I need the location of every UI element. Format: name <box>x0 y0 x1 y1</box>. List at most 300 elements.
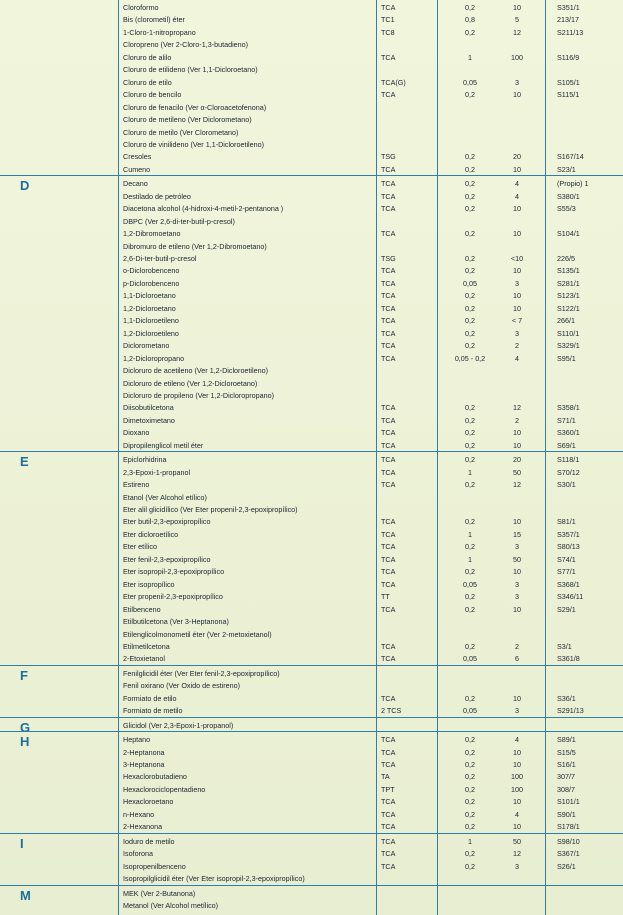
cell-qty: 100 <box>511 772 523 782</box>
cell-type: TSG <box>381 254 396 263</box>
cell-type: TCA <box>381 529 396 539</box>
section-letter: E <box>20 454 29 470</box>
table-row <box>0 758 623 771</box>
table-row <box>0 887 623 900</box>
cell-qty: 10 <box>513 229 521 239</box>
cell-name: Cloruro de vinilideno (Ver 1,1-Dicloroetileno) <box>123 139 265 149</box>
cell-name: Diclorometano <box>123 341 170 351</box>
table-row <box>0 679 623 692</box>
cell-value: 0,2 <box>465 797 475 807</box>
table-row <box>0 733 623 746</box>
cell-type: TCA <box>381 567 396 577</box>
cell-type: TCA <box>381 204 396 214</box>
cell-type: TCA <box>381 579 396 589</box>
cell-name: Dicloruro de acetileno (Ver 1,2-Dicloroetileno) <box>123 366 269 376</box>
cell-name: Hexaclorociclopentadieno <box>123 784 206 794</box>
cell-qty: 12 <box>513 27 521 37</box>
cell-name: Etilbenceno <box>123 604 161 614</box>
cell-value: 0,2 <box>465 784 475 794</box>
table-row <box>0 76 623 89</box>
cell-type: TCA <box>381 179 396 189</box>
table-row <box>0 652 623 665</box>
section-letter: F <box>20 667 28 683</box>
cell-value: 0,2 <box>465 747 475 757</box>
cell-value: 0,2 <box>465 517 475 527</box>
cell-qty: 10 <box>513 440 521 450</box>
cell-type: TCA <box>381 90 396 100</box>
cell-type: TCA <box>381 641 396 651</box>
cell-value: 0,2 <box>465 303 475 313</box>
cell-type: TCA <box>381 822 396 832</box>
cell-name: Cloruro de bencilo <box>123 90 182 100</box>
table-row <box>0 628 623 641</box>
cell-qty: 2 <box>515 415 519 425</box>
cell-value: 0,2 <box>465 480 475 490</box>
table-row <box>0 565 623 578</box>
cell-type: TCA <box>381 164 396 174</box>
cell-qty: 3 <box>515 592 519 602</box>
table-row <box>0 314 623 327</box>
cell-name: Eter etílico <box>123 542 157 552</box>
cell-name: Diacetona alcohol (4-hidroxi-4-metil-2-pentanona ) <box>123 204 284 214</box>
cell-qty: 10 <box>513 567 521 577</box>
cell-type: TCA <box>381 440 396 450</box>
cell-type: TCA <box>381 52 396 62</box>
table-row <box>0 38 623 51</box>
cell-qty: 20 <box>513 152 521 162</box>
table-row <box>0 860 623 873</box>
cell-name: 2,3-Epoxi-1-propanol <box>123 467 191 477</box>
cell-name: Formiato de metilo <box>123 706 183 716</box>
cell-ref: S211/13 <box>557 27 584 37</box>
cell-value: 0,2 <box>465 760 475 769</box>
table-row <box>0 215 623 228</box>
table-row <box>0 414 623 427</box>
cell-type: TCA <box>381 341 396 351</box>
cell-ref: S123/1 <box>557 291 580 301</box>
table-row <box>0 704 623 717</box>
cell-name: Destilado de petróleo <box>123 191 191 201</box>
cell-ref: S368/1 <box>557 579 580 589</box>
cell-qty: 10 <box>513 604 521 614</box>
cell-type: TA <box>381 772 390 782</box>
cell-name: Heptano <box>123 735 151 745</box>
cell-value: 0,2 <box>465 229 475 239</box>
table-row <box>0 746 623 759</box>
cell-value: 0,2 <box>465 440 475 450</box>
cell-name: Bis (clorometil) éter <box>123 15 185 25</box>
table-row <box>0 491 623 504</box>
table-row <box>0 240 623 253</box>
cell-value: 0,2 <box>465 641 475 651</box>
cell-ref: S70/12 <box>557 467 580 477</box>
section-letter: I <box>20 835 24 851</box>
cell-name: Dimetoximetano <box>123 415 175 425</box>
table-row <box>0 352 623 365</box>
cell-ref: 266/1 <box>557 316 575 326</box>
cell-ref: S346/11 <box>557 592 584 602</box>
cell-ref: S104/1 <box>557 229 580 239</box>
cell-name: Cresoles <box>123 152 152 162</box>
table-row <box>0 252 623 265</box>
cell-name: Cloropreno (Ver 2-Cloro-1,3-butadieno) <box>123 40 249 50</box>
table-row <box>0 453 623 466</box>
cell-ref: S329/1 <box>557 341 580 351</box>
cell-name: Cloruro de etilideno (Ver 1,1-Dicloroetano) <box>123 65 258 75</box>
cell-ref: S115/1 <box>557 90 580 100</box>
table-row <box>0 667 623 680</box>
cell-name: 2-Heptanona <box>123 747 165 757</box>
cell-qty: 3 <box>515 542 519 552</box>
cell-ref: S167/14 <box>557 152 584 162</box>
cell-value: 0,2 <box>465 567 475 577</box>
cell-value: 0,2 <box>465 254 475 263</box>
cell-type: TC1 <box>381 15 395 25</box>
cell-ref: S71/1 <box>557 415 576 425</box>
table-row <box>0 327 623 340</box>
cell-name: 1,2-Dicloropropano <box>123 353 185 363</box>
cell-ref: S77/1 <box>557 567 576 577</box>
cell-name: Etilmetilcetona <box>123 641 170 651</box>
cell-type: TCA <box>381 266 396 276</box>
table-row <box>0 26 623 39</box>
cell-qty: 50 <box>513 836 521 846</box>
cell-qty: 4 <box>515 191 519 201</box>
cell-qty: 5 <box>515 15 519 25</box>
cell-value: 0,2 <box>465 179 475 189</box>
cell-qty: <10 <box>510 254 524 263</box>
cell-ref: S367/1 <box>557 849 580 859</box>
cell-type: TCA <box>381 747 396 757</box>
cell-qty: < 7 <box>511 316 523 326</box>
cell-ref: 308/7 <box>557 784 575 794</box>
cell-value: 0,2 <box>465 604 475 614</box>
cell-qty: 6 <box>515 654 519 664</box>
cell-type: TCA <box>381 191 396 201</box>
cell-qty: 100 <box>511 52 523 62</box>
table-row <box>0 126 623 139</box>
cell-value: 0,2 <box>465 592 475 602</box>
cell-value: 0,2 <box>465 415 475 425</box>
cell-value: 0,2 <box>465 809 475 819</box>
table-row <box>0 872 623 885</box>
table-row <box>0 770 623 783</box>
cell-ref: S357/1 <box>557 529 580 539</box>
cell-qty: 10 <box>513 90 521 100</box>
cell-type: TCA(G) <box>381 77 406 87</box>
cell-value: 0,2 <box>465 735 475 745</box>
cell-name: Diisobutilcetona <box>123 403 174 413</box>
cell-qty: 10 <box>513 204 521 214</box>
table-row <box>0 540 623 553</box>
cell-qty: 3 <box>515 861 519 871</box>
cell-ref: S74/1 <box>557 554 576 564</box>
table-row <box>0 528 623 541</box>
table-row <box>0 277 623 290</box>
cell-type: TCA <box>381 604 396 614</box>
cell-ref: S380/1 <box>557 191 580 201</box>
table-row <box>0 590 623 603</box>
cell-type: TCA <box>381 849 396 859</box>
cell-type: TCA <box>381 278 396 288</box>
table-row <box>0 113 623 126</box>
cell-qty: 4 <box>515 809 519 819</box>
cell-qty: 10 <box>513 303 521 313</box>
cell-name: 2-Etoxietanol <box>123 654 165 664</box>
cell-name: Cloruro de alilo <box>123 52 172 62</box>
cell-value: 0,2 <box>465 3 475 12</box>
cell-ref: S351/1 <box>557 3 580 12</box>
table-row <box>0 835 623 848</box>
cell-value: 1 <box>468 467 472 477</box>
cell-name: Epiclorhidrina <box>123 455 167 465</box>
cell-value: 1 <box>468 836 472 846</box>
table-row <box>0 603 623 616</box>
table-row <box>0 847 623 860</box>
cell-value: 1 <box>468 529 472 539</box>
cell-name: 1,2-Dibromoetano <box>123 229 181 239</box>
table-row <box>0 163 623 176</box>
cell-type: TCA <box>381 403 396 413</box>
cell-ref: S118/1 <box>557 455 580 465</box>
table-row <box>0 150 623 163</box>
table-row <box>0 51 623 64</box>
table-row <box>0 899 623 912</box>
section-letter: D <box>20 178 30 194</box>
cell-qty: 3 <box>515 77 519 87</box>
cell-ref: S178/1 <box>557 822 580 832</box>
cell-value: 0,05 <box>463 654 477 664</box>
cell-qty: 10 <box>513 760 521 769</box>
cell-type: TCA <box>381 654 396 664</box>
cell-value: 0,05 <box>463 579 477 589</box>
table-row <box>0 389 623 402</box>
cell-type: TCA <box>381 809 396 819</box>
cell-type: 2 TCS <box>381 706 402 716</box>
cell-value: 0,2 <box>465 822 475 832</box>
cell-value: 1 <box>468 52 472 62</box>
cell-value: 0,2 <box>465 27 475 37</box>
cell-qty: 50 <box>513 554 521 564</box>
cell-ref: S291/13 <box>557 706 584 716</box>
cell-name: Eter fenil-2,3-epoxipropílico <box>123 554 211 564</box>
cell-ref: S36/1 <box>557 693 576 703</box>
cell-ref: S3/1 <box>557 641 572 651</box>
cell-name: p-Diclorobenceno <box>123 278 180 288</box>
cell-type: TCA <box>381 480 396 490</box>
table-row <box>0 364 623 377</box>
cell-name: Glicidol (Ver 2,3-Epoxi-1-propanol) <box>123 720 234 730</box>
cell-name: 3-Heptanona <box>123 760 165 769</box>
table-row <box>0 302 623 315</box>
cell-ref: S16/1 <box>557 760 576 769</box>
cell-name: Isoforona <box>123 849 153 859</box>
cell-ref: S81/1 <box>557 517 576 527</box>
cell-value: 0,2 <box>465 341 475 351</box>
cell-type: TPT <box>381 784 395 794</box>
cell-value: 0,2 <box>465 191 475 201</box>
cell-name: Etilenglicolmonometil éter (Ver 2-metoxietanol) <box>123 629 272 639</box>
section-letter: M <box>20 887 31 903</box>
cell-type: TCA <box>381 517 396 527</box>
cell-ref: S358/1 <box>557 403 580 413</box>
cell-value: 0,2 <box>465 455 475 465</box>
cell-value: 0,05 <box>463 706 477 716</box>
cell-qty: 100 <box>511 784 523 794</box>
cell-ref: 213/17 <box>557 15 579 25</box>
table-row <box>0 289 623 302</box>
cell-ref: S23/1 <box>557 164 576 174</box>
cell-type: TCA <box>381 415 396 425</box>
cell-type: TCA <box>381 353 396 363</box>
cell-name: Etilbutilcetona (Ver 3-Heptanona) <box>123 617 229 627</box>
section-letter: G <box>20 719 31 735</box>
cell-qty: 10 <box>513 822 521 832</box>
cell-value: 0,2 <box>465 772 475 782</box>
cell-name: Ioduro de metilo <box>123 836 175 846</box>
cell-ref: S360/1 <box>557 428 580 438</box>
cell-ref: S105/1 <box>557 77 580 87</box>
table-row <box>0 820 623 833</box>
cell-type: TCA <box>381 861 396 871</box>
cell-name: 1,2-Dicloroetileno <box>123 328 179 338</box>
table-row <box>0 1 623 14</box>
table-row <box>0 227 623 240</box>
cell-ref: 307/7 <box>557 772 575 782</box>
cell-type: TCA <box>381 735 396 745</box>
table-row <box>0 13 623 26</box>
cell-name: Isopropenilbenceno <box>123 861 186 871</box>
cell-name: Cloruro de metileno (Ver Diclorometano) <box>123 115 252 125</box>
cell-name: 2-Hexanona <box>123 822 163 832</box>
table-row <box>0 478 623 491</box>
cell-ref: S30/1 <box>557 480 576 490</box>
cell-qty: 4 <box>515 179 519 189</box>
cell-value: 0,8 <box>465 15 475 25</box>
cell-type: TSG <box>381 152 396 162</box>
table-row <box>0 615 623 628</box>
table-row <box>0 426 623 439</box>
cell-qty: 15 <box>513 529 521 539</box>
cell-name: Eter isopropil-2,3-epoxipropílico <box>123 567 225 577</box>
cell-qty: 3 <box>515 579 519 589</box>
cell-qty: 3 <box>515 328 519 338</box>
table-row <box>0 377 623 390</box>
table-row <box>0 339 623 352</box>
cell-ref: S55/3 <box>557 204 576 214</box>
cell-name: Estireno <box>123 480 150 490</box>
table-row <box>0 88 623 101</box>
cell-ref: (Propio) 1 <box>557 179 589 189</box>
cell-value: 0,2 <box>465 266 475 276</box>
cell-name: Cloruro de fenacilo (Ver α-Cloroacetofenona) <box>123 102 267 112</box>
table-row <box>0 439 623 452</box>
cell-qty: 2 <box>515 641 519 651</box>
cell-name: Formiato de etilo <box>123 693 177 703</box>
cell-qty: 4 <box>515 353 519 363</box>
cell-name: Eter isopropílico <box>123 579 175 589</box>
cell-type: TCA <box>381 542 396 552</box>
cell-name: Hexacloroetano <box>123 797 174 807</box>
table-row <box>0 719 623 732</box>
cell-name: Cloruro de etilo <box>123 77 172 87</box>
cell-ref: S361/8 <box>557 654 580 664</box>
cell-qty: 10 <box>513 797 521 807</box>
cell-qty: 12 <box>513 403 521 413</box>
cell-qty: 10 <box>513 3 521 12</box>
cell-name: 1,1-Dicloroetano <box>123 291 176 301</box>
cell-qty: 10 <box>513 517 521 527</box>
cell-name: 1,1-Dicloroetileno <box>123 316 179 326</box>
table-row <box>0 177 623 190</box>
cell-ref: S101/1 <box>557 797 580 807</box>
cell-name: Isopropilglicidil éter (Ver Eter isopropil-2,3-epoxipropílico) <box>123 874 305 884</box>
cell-value: 0,2 <box>465 428 475 438</box>
cell-type: TT <box>381 592 390 602</box>
table-row <box>0 401 623 414</box>
cell-value: 0,2 <box>465 861 475 871</box>
cell-type: TCA <box>381 303 396 313</box>
cell-type: TCA <box>381 554 396 564</box>
cell-name: Fenil oxirano (Ver Oxido de estireno) <box>123 681 241 691</box>
cell-ref: S80/13 <box>557 542 580 552</box>
cell-qty: 20 <box>513 455 521 465</box>
cell-qty: 10 <box>513 428 521 438</box>
cell-name: o-Diclorobenceno <box>123 266 180 276</box>
cell-type: TCA <box>381 760 396 769</box>
cell-value: 0,2 <box>465 542 475 552</box>
table-row <box>0 190 623 203</box>
cell-name: Hexaclorobutadieno <box>123 772 187 782</box>
cell-value: 0,2 <box>465 403 475 413</box>
cell-type: TCA <box>381 693 396 703</box>
table-row <box>0 138 623 151</box>
cell-value: 0,05 - 0,2 <box>454 353 486 363</box>
cell-ref: S89/1 <box>557 735 576 745</box>
cell-qty: 3 <box>515 706 519 716</box>
cell-name: Dicloruro de propileno (Ver 1,2-Dicloropropano) <box>123 390 275 400</box>
cell-type: TCA <box>381 229 396 239</box>
cell-ref: S281/1 <box>557 278 580 288</box>
cell-ref: 226/5 <box>557 254 575 263</box>
cell-type: TCA <box>381 467 396 477</box>
cell-value: 0,2 <box>465 152 475 162</box>
cell-name: n-Hexano <box>123 809 155 819</box>
cell-name: Eter alil glicidílico (Ver Eter propenil-2,3-epoxipropílico) <box>123 505 298 514</box>
cell-name: Cloroformo <box>123 3 159 12</box>
cell-ref: S98/10 <box>557 836 580 846</box>
cell-value: 0,2 <box>465 316 475 326</box>
table-row <box>0 692 623 705</box>
cell-name: Cumeno <box>123 164 151 174</box>
cell-type: TCA <box>381 455 396 465</box>
cell-qty: 2 <box>515 341 519 351</box>
cell-ref: S26/1 <box>557 861 576 871</box>
table-row <box>0 795 623 808</box>
cell-name: DBPC (Ver 2,6-di-ter-butil-p-cresol) <box>123 216 235 226</box>
cell-type: TCA <box>381 797 396 807</box>
cell-name: Eter propenil-2,3-epoxipropílico <box>123 592 223 602</box>
table-row <box>0 553 623 566</box>
cell-ref: S29/1 <box>557 604 576 614</box>
cell-name: Cloruro de metilo (Ver Clorometano) <box>123 127 239 137</box>
cell-name: Dibromuro de etileno (Ver 1,2-Dibromoetano) <box>123 241 267 251</box>
cell-value: 1 <box>468 554 472 564</box>
cell-value: 0,2 <box>465 90 475 100</box>
cell-name: Decano <box>123 179 148 189</box>
cell-ref: S15/5 <box>557 747 576 757</box>
cell-qty: 12 <box>513 480 521 490</box>
